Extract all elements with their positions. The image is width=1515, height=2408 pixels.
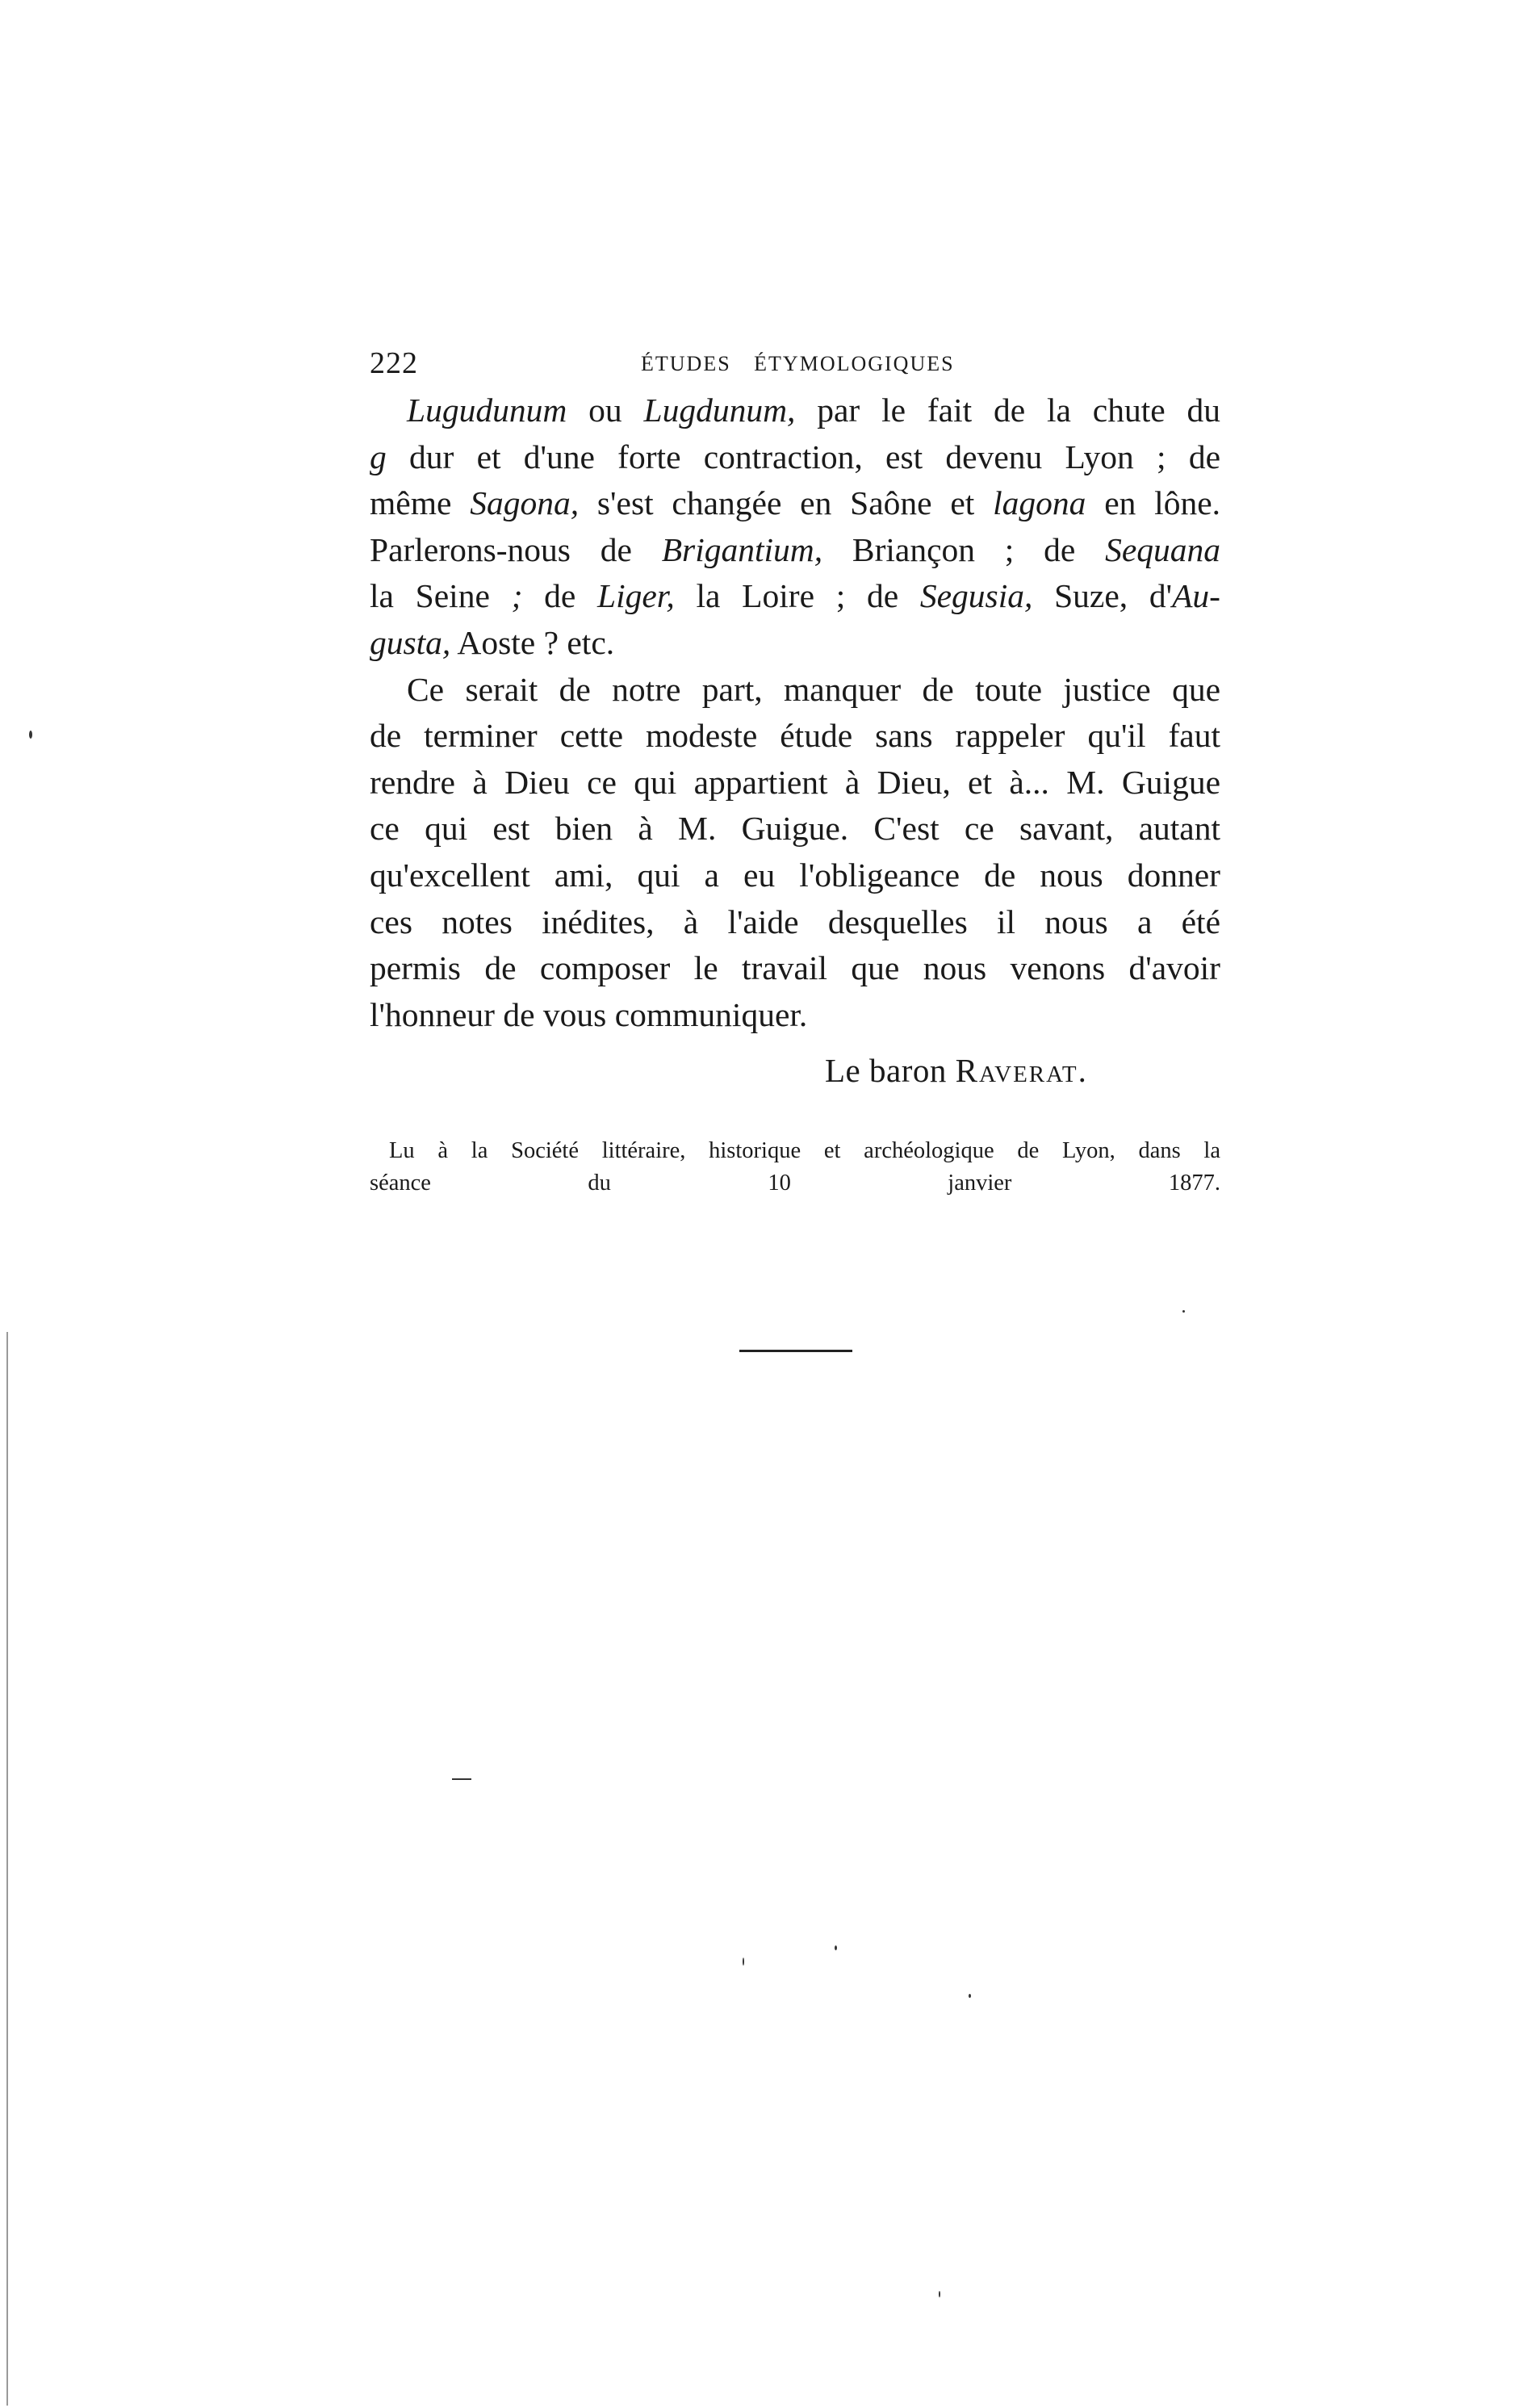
italic-word: Liger,	[597, 577, 675, 615]
section-rule	[739, 1350, 852, 1352]
text-run: Parlerons-nous de	[370, 530, 662, 568]
text-line	[370, 527, 1220, 574]
italic-word: Lugdunum,	[643, 392, 796, 429]
running-head: ÉTUDES ÉTYMOLOGIQUES	[641, 352, 955, 375]
scan-artifact	[743, 1958, 744, 1966]
text-line: qu'excellent ami, qui a eu l'obligeance de nous donner	[370, 856, 1220, 894]
italic-word: Sagona,	[470, 484, 580, 522]
footnote-line: séance du 10 janvier 1877.	[370, 1170, 1220, 1196]
text-line: Ce serait de notre part, manquer de toute justice que	[407, 670, 1220, 708]
signature-name: Raverat.	[955, 1052, 1088, 1089]
page-header	[370, 345, 1220, 386]
text-line: ces notes inédites, à l'aide desquelles il nous a été	[370, 902, 1220, 940]
paragraph-2	[370, 667, 1220, 1039]
scan-artifact	[452, 1778, 471, 1780]
signature-prefix: Le baron	[825, 1052, 956, 1089]
text-run: la Loire ; de	[674, 577, 920, 615]
text-line	[370, 573, 1220, 620]
scan-artifact	[29, 731, 32, 739]
text-run: ou	[567, 392, 644, 429]
text-line	[370, 434, 1220, 481]
text-line: de terminer cette modeste étude sans rappeler qu'il faut	[370, 717, 1220, 755]
italic-word: g	[370, 438, 387, 475]
text-line: permis de composer le travail que nous venons d'avoir	[370, 949, 1220, 987]
paragraph-1	[370, 387, 1220, 667]
italic-word: lagona	[993, 484, 1086, 522]
scan-artifact	[6, 1332, 8, 2406]
text-line: ce qui est bien à M. Guigue. C'est ce savant, autant	[370, 810, 1220, 848]
italic-word: Sequana	[1105, 530, 1220, 568]
scan-artifact	[1182, 1310, 1185, 1313]
footnote	[370, 1135, 1220, 1200]
text-run: la Seine	[370, 577, 512, 615]
italic-word: Brigantium,	[661, 530, 823, 568]
italic-word: gusta,	[370, 623, 451, 661]
text-run: dur et d'une forte contraction, est devenu Lyon ; de	[386, 438, 1220, 475]
text-line	[370, 387, 1220, 434]
text-run: Aoste ? etc.	[450, 623, 615, 661]
italic-word: Lugudunum	[407, 392, 567, 429]
text-line: l'honneur de vous communiquer.	[370, 995, 808, 1033]
text-run: par le fait de la chute du	[795, 392, 1220, 429]
text-line	[370, 480, 1220, 527]
signature	[825, 1051, 1088, 1090]
italic-word: ;	[511, 577, 523, 615]
text-run: Briançon ; de	[822, 530, 1106, 568]
text-run: Suze, d'	[1032, 577, 1173, 615]
italic-word: Au-	[1172, 577, 1220, 615]
text-run: de	[522, 577, 598, 615]
text-run: même	[370, 484, 471, 522]
scan-artifact	[835, 1945, 837, 1950]
text-run: en lône.	[1086, 484, 1221, 522]
scan-artifact	[969, 1994, 971, 1998]
scan-artifact	[939, 2291, 940, 2297]
text-line: rendre à Dieu ce qui appartient à Dieu, et à... M. Guigue	[370, 763, 1220, 801]
page-number: 222	[370, 346, 418, 380]
body-text	[370, 387, 1220, 1038]
italic-word: Segusia,	[919, 577, 1033, 615]
text-run: s'est changée en Saône et	[579, 484, 994, 522]
text-line	[370, 620, 1220, 667]
footnote-line: Lu à la Société littéraire, historique et archéologique de Lyon, dans la	[389, 1138, 1220, 1163]
